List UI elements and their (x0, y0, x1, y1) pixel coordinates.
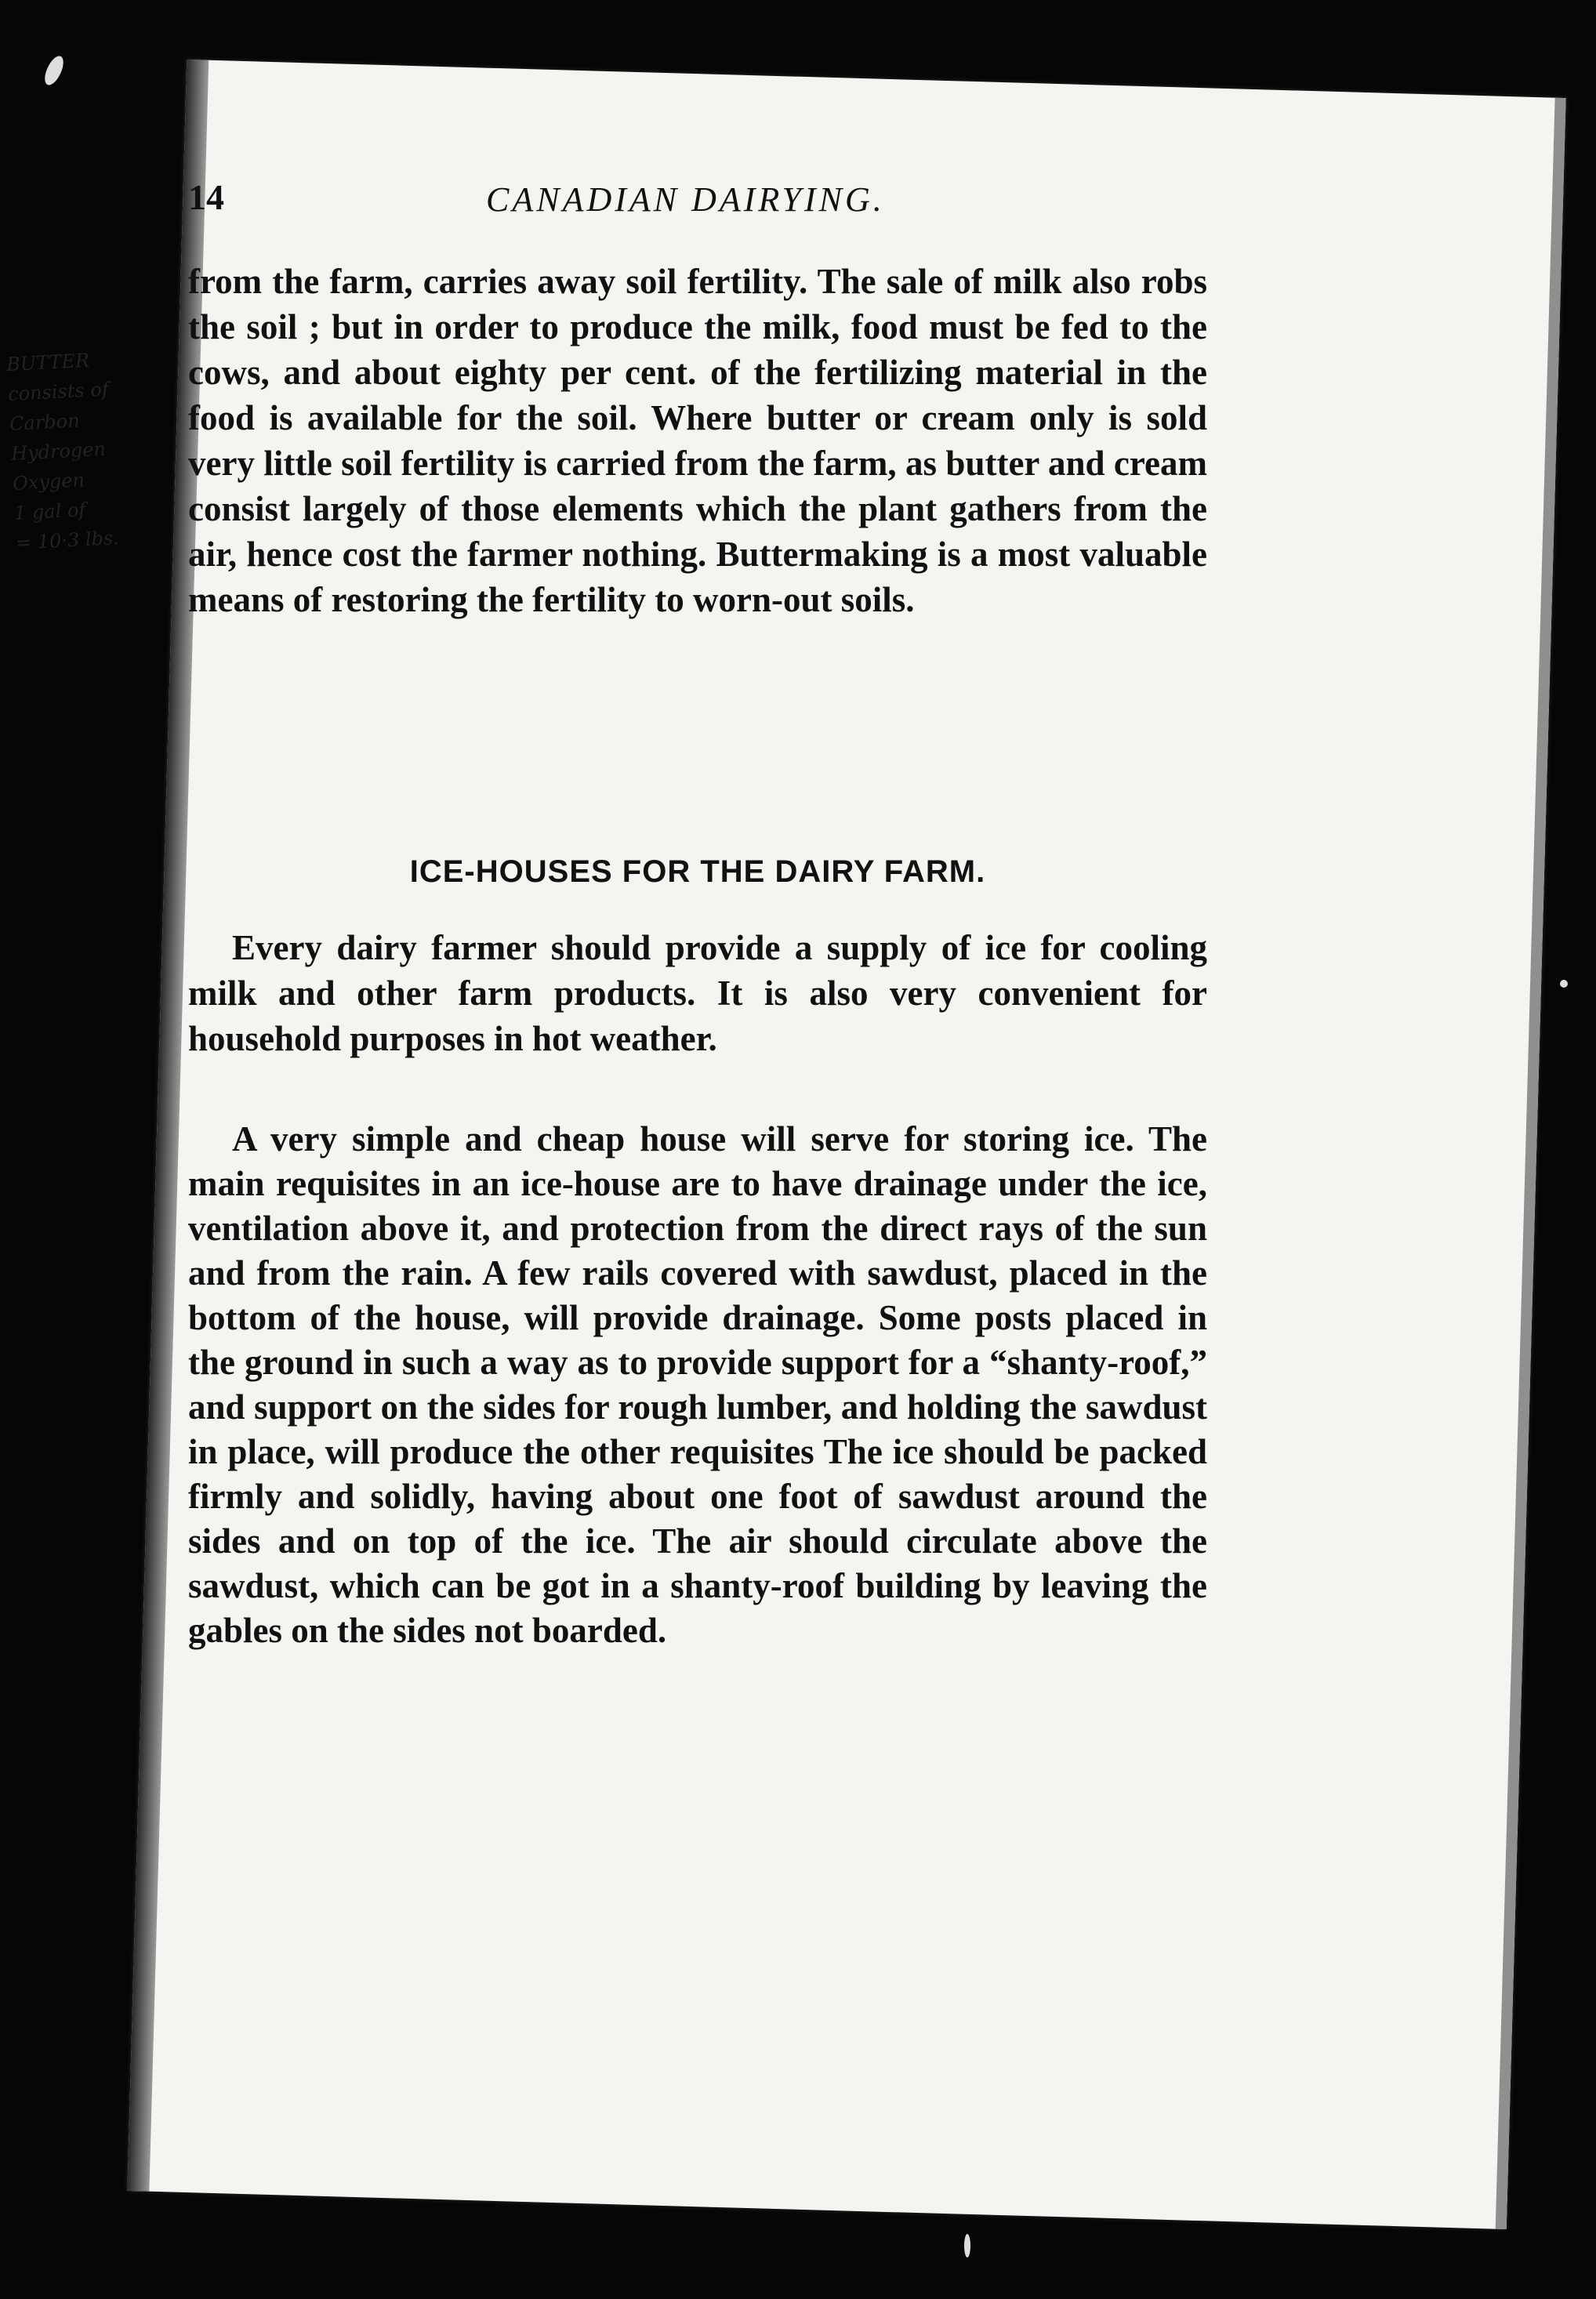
dust-speck (1560, 980, 1568, 988)
paragraph: from the farm, carries away soil fertility. The sale of milk also robs the soil ; but in order to produce the milk, food must be fed to the cows, and about eighty per cent. of the fertilizing material in the food is available for the soil. Where butter or cream only is sold very little soil fertility is carried from the farm, as butter and cream consist largely of those elements which the plant gathers from the air, hence cost the farmer nothing. Buttermaking is a most valuable means of restoring the fertility to worn-out soils. (188, 262, 1207, 619)
running-head: CANADIAN DAIRYING. (486, 180, 885, 219)
handwritten-margin-note (5, 340, 197, 558)
section-heading: ICE-HOUSES FOR THE DAIRY FARM. (409, 854, 986, 889)
margin-note-line: Hydrogen (10, 437, 107, 465)
page-header (188, 176, 1207, 239)
body-text-block (188, 1117, 1207, 1653)
page-number: 14 (188, 177, 224, 217)
margin-note-line: Carbon (9, 409, 81, 436)
margin-note-line: consists of (7, 378, 110, 406)
paragraph: Every dairy farmer should provide a supply of ice for cooling milk and other farm products. It is also very convenient for household purposes in hot weather. (188, 928, 1207, 1058)
dust-speck (964, 2234, 970, 2257)
margin-note-line: Oxygen (12, 469, 85, 495)
body-text-block (188, 259, 1207, 622)
margin-note-line: BUTTER (5, 349, 90, 376)
margin-note-line: = 10·3 lbs. (15, 526, 120, 554)
paragraph: A very simple and cheap house will serve for storing ice. The main requisites in an ice-house are to have drainage under the ice, ventilation above it, and protection from the direct rays of the sun and from the rain. A few rails covered with sawdust, placed in the bottom of the house, will provide drainage. Some posts placed in the ground in such a way as to provide support for a “shanty-roof,” and support on the sides for rough lumber, and holding the sawdust in place, will produce the other requisites The ice should be packed firmly and solidly, having about one foot of sawdust around the sides and on top of the ice. The air should circulate above the sawdust, which can be got in a shanty-roof building by leaving the gables on the sides not boarded. (188, 1119, 1207, 1650)
body-text-block (188, 925, 1207, 1061)
margin-note-line: 1 gal of (13, 499, 86, 524)
dust-speck (41, 53, 67, 88)
